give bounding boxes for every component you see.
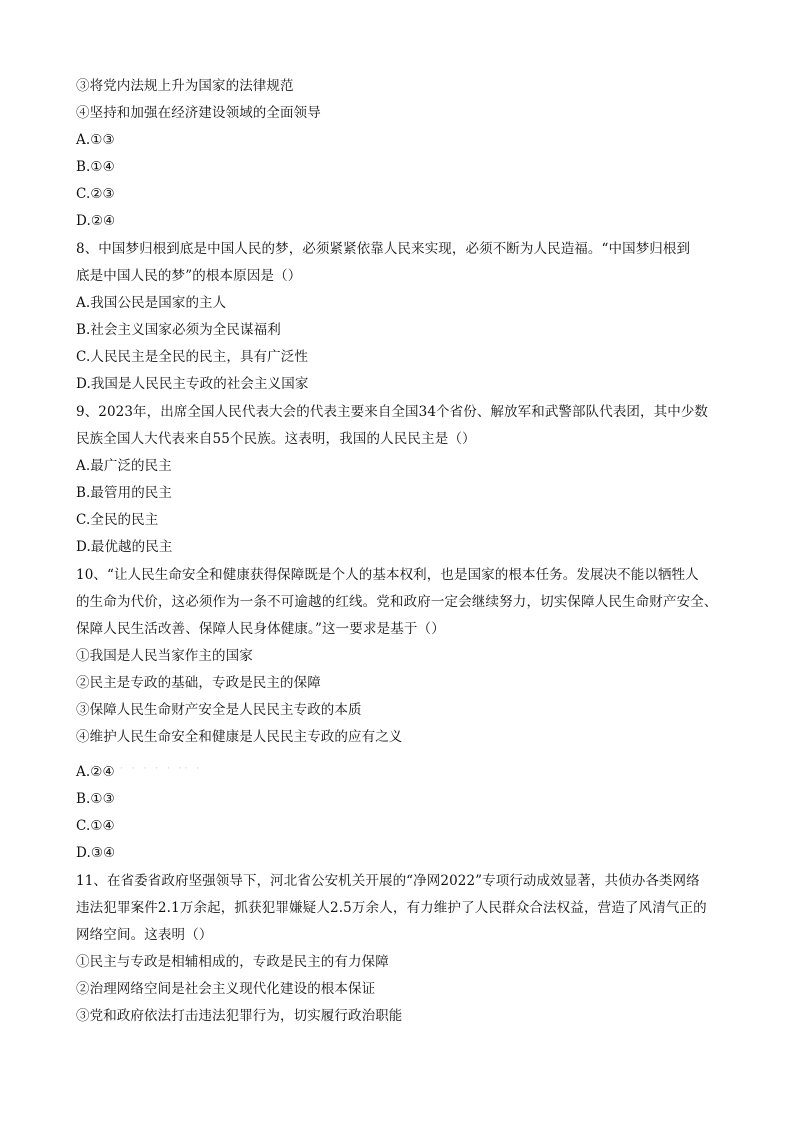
q10-choice-d: D.③④ <box>76 845 116 861</box>
q10-statement-1: ①我国是人民当家作主的国家 <box>76 648 253 664</box>
question-8-stem: 8、中国梦归根到底是中国人民的梦，必须紧紧依靠人民来实现，必须不断为人民造福。“中国梦归根到 <box>76 241 691 257</box>
q8-choice-b: B.社会主义国家必须为全民谋福利 <box>76 322 281 338</box>
q11-statement-1: ①民主与专政是相辅相成的，专政是民主的有力保障 <box>76 954 389 970</box>
q8-choice-a: A.我国公民是国家的主人 <box>76 295 227 311</box>
q9-choice-c: C.全民的民主 <box>76 512 159 528</box>
q10-statement-2: ②民主是专政的基础，专政是民主的保障 <box>76 675 321 691</box>
scan-artifact: · · · · · ·· · <box>120 764 203 774</box>
q8-choice-c: C.人民民主是全民的民主，具有广泛性 <box>76 349 308 365</box>
question-10-stem: 10、“让人民生命安全和健康获得保障既是个人的基本权利，也是国家的根本任务。发展决不能以牺牲人 <box>76 567 699 583</box>
question-9-stem-cont: 民族全国人大代表来自55个民族。这表明，我国的人民民主是（） <box>76 431 476 447</box>
q10-statement-4: ④维护人民生命安全和健康是人民民主专政的应有之义 <box>76 729 403 745</box>
question-11-stem-cont-2: 网络空间。这表明（） <box>76 927 213 943</box>
question-10-stem-cont-2: 保障人民生活改善、保障人民身体健康。”这一要求是基于（） <box>76 621 445 637</box>
q9-choice-d: D.最优越的民主 <box>76 539 173 555</box>
q11-statement-2: ②治理网络空间是社会主义现代化建设的根本保证 <box>76 981 376 997</box>
option-statement-3: ③将党内法规上升为国家的法律规范 <box>76 78 294 94</box>
q8-choice-d: D.我国是人民民主专政的社会主义国家 <box>76 376 309 392</box>
q10-choice-a: A.②④ <box>76 764 115 780</box>
q11-statement-3: ③党和政府依法打击违法犯罪行为，切实履行政治职能 <box>76 1008 403 1024</box>
choice-c: C.②③ <box>76 186 115 202</box>
question-11-stem-cont-1: 违法犯罪案件2.1万余起，抓获犯罪嫌疑人2.5万余人，有力维护了人民群众合法权益，营造了风清气正的 <box>76 900 707 916</box>
q9-choice-b: B.最管用的民主 <box>76 485 173 501</box>
option-statement-4: ④坚持和加强在经济建设领域的全面领导 <box>76 105 321 121</box>
question-8-stem-cont: 底是中国人民的梦”的根本原因是（） <box>76 268 302 284</box>
q10-choice-b: B.①③ <box>76 791 115 807</box>
question-10-stem-cont-1: 的生命为代价，这必须作为一条不可逾越的红线。党和政府一定会继续努力，切实保障人民生命财产安全、 <box>76 594 718 610</box>
choice-a: A.①③ <box>76 132 115 148</box>
question-11-stem: 11、在省委省政府坚强领导下，河北省公安机关开展的“净网2022”专项行动成效显著，共侦办各类网络 <box>76 873 700 889</box>
choice-b: B.①④ <box>76 159 115 175</box>
question-9-stem: 9、2023年，出席全国人民代表大会的代表主要来自全国34个省份、解放军和武警部队代表团，其中少数 <box>76 404 709 420</box>
q10-statement-3: ③保障人民生命财产安全是人民民主专政的本质 <box>76 702 362 718</box>
q9-choice-a: A.最广泛的民主 <box>76 458 172 474</box>
q10-choice-c: C.①④ <box>76 818 115 834</box>
choice-d: D.②④ <box>76 213 116 229</box>
